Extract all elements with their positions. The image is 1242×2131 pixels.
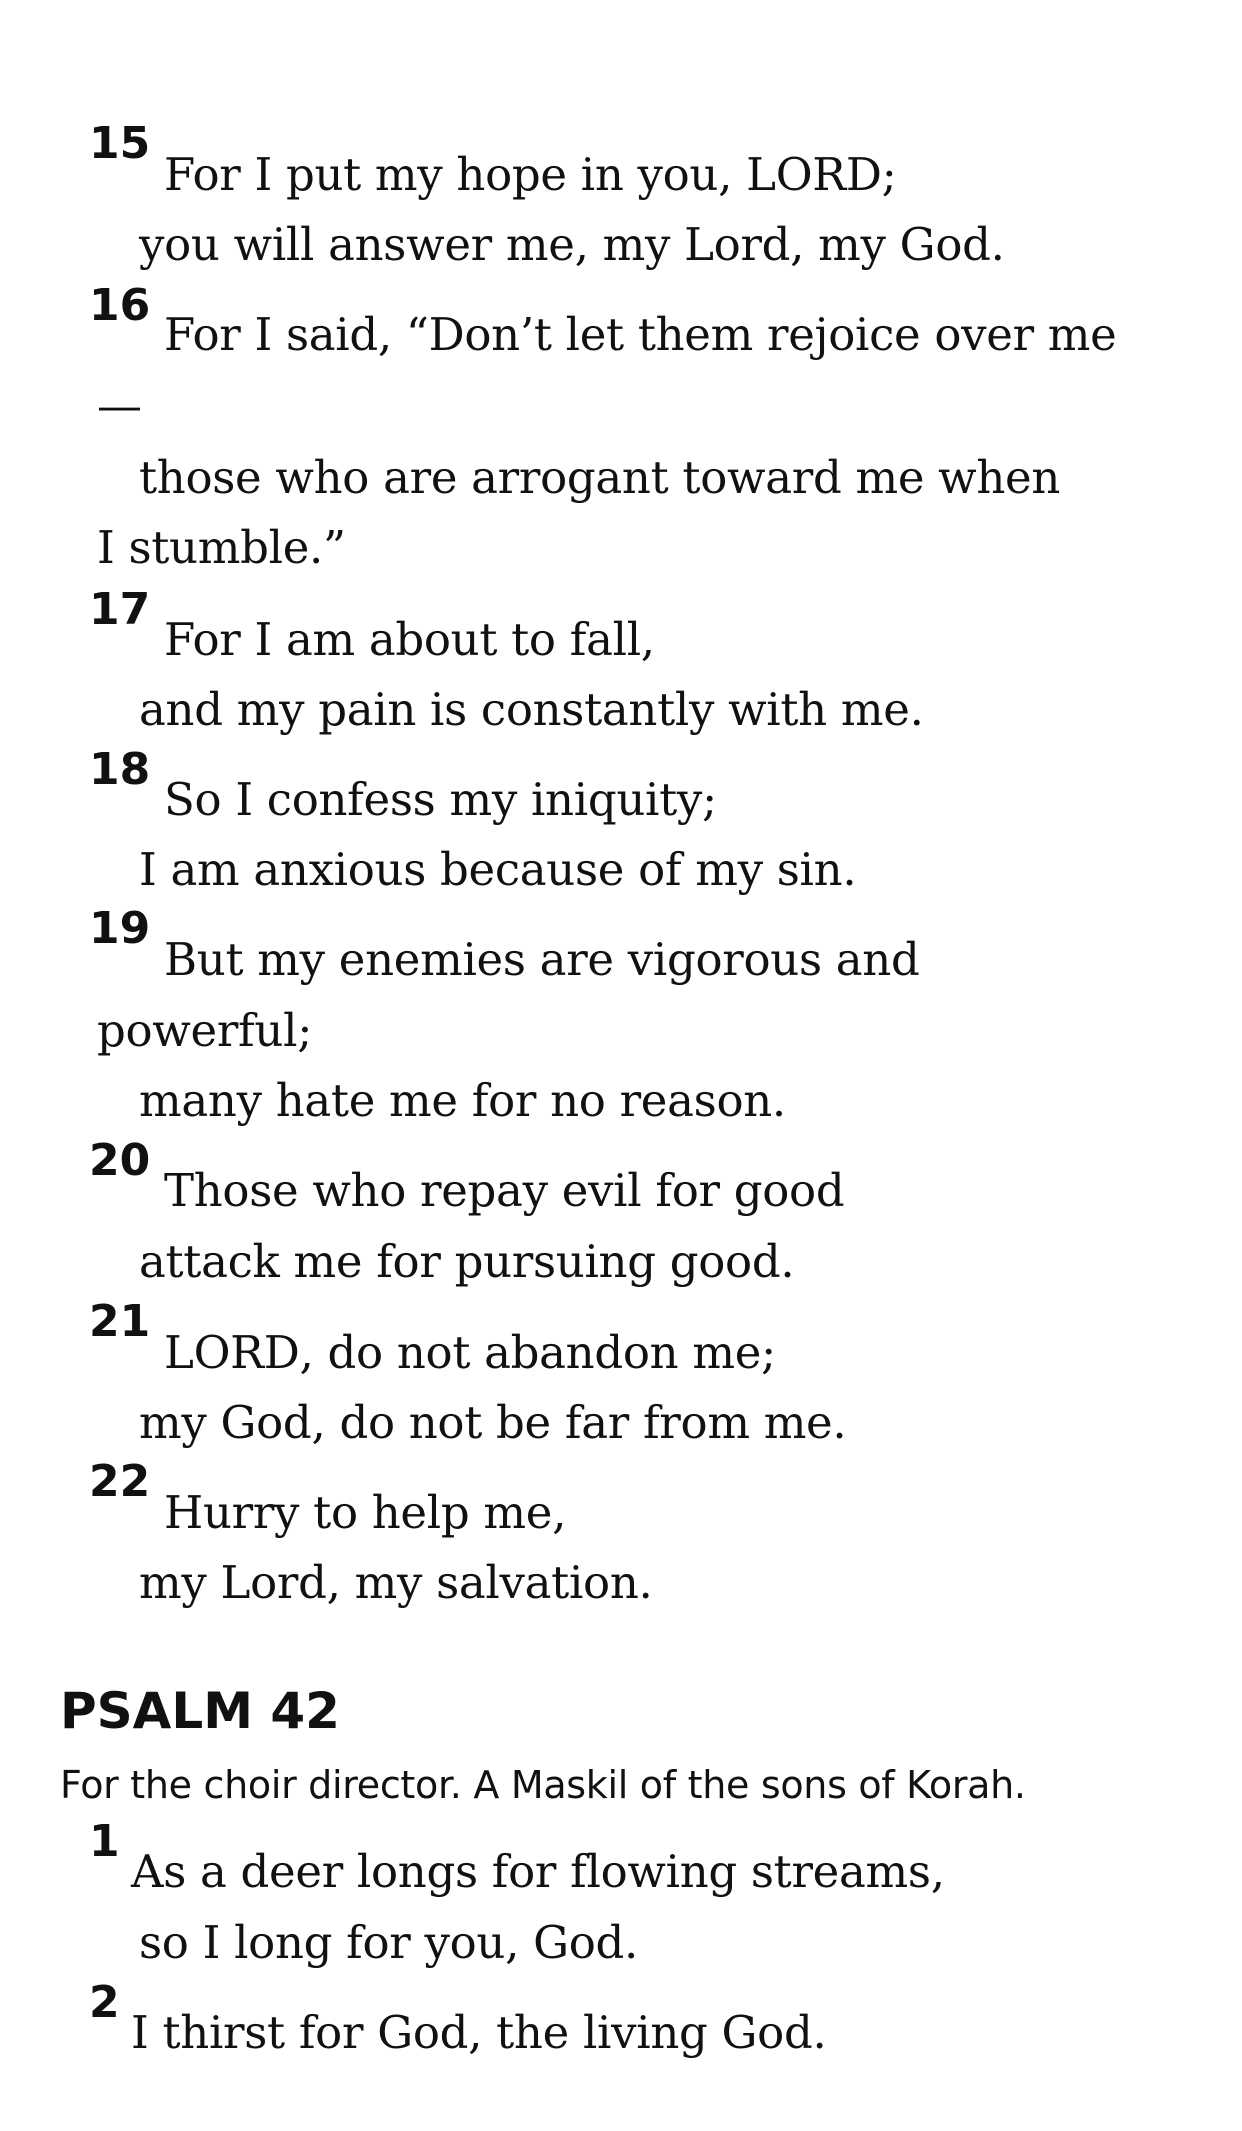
verse-number: 2	[89, 1977, 120, 2028]
verse-line: powerful;	[97, 1004, 313, 1057]
verse-number: 22	[89, 1456, 151, 1507]
verse-number: 18	[89, 744, 151, 795]
verse-line: But my enemies are vigorous and	[164, 933, 920, 986]
verse-line: Those who repay evil for good	[164, 1164, 845, 1217]
verse-number: 17	[89, 584, 151, 635]
verse-line: Hurry to help me,	[164, 1486, 567, 1539]
verse-line: you will answer me, my Lord, my God.	[139, 218, 1005, 271]
verse-line: I thirst for God, the living God.	[131, 2006, 827, 2059]
verse-line: many hate me for no reason.	[139, 1074, 786, 1127]
verse-line: those who are arrogant toward me when	[139, 451, 1061, 504]
psalm-superscription: For the choir director. A Maskil of the sons of Korah.	[60, 1763, 1026, 1807]
verse-number: 16	[89, 280, 151, 331]
psalm-heading: PSALM 42	[60, 1682, 340, 1740]
verse-line: For I am about to fall,	[164, 613, 655, 666]
verse-number: 21	[89, 1296, 151, 1347]
verse-line: For I put my hope in you, LORD;	[164, 148, 897, 201]
verse-line: attack me for pursuing good.	[139, 1235, 795, 1288]
verse-number: 19	[89, 903, 151, 954]
verse-line: so I long for you, God.	[139, 1916, 639, 1969]
verse-line: my Lord, my salvation.	[139, 1556, 653, 1609]
verse-line: As a deer longs for flowing streams,	[131, 1845, 945, 1898]
verse-line: I stumble.”	[97, 521, 346, 574]
verse-line: LORD, do not abandon me;	[164, 1326, 776, 1379]
verse-line: my God, do not be far from me.	[139, 1396, 847, 1449]
verse-number: 20	[89, 1135, 151, 1186]
verse-line: —	[97, 379, 142, 432]
verse-number: 1	[89, 1816, 120, 1867]
verse-number: 15	[89, 118, 151, 169]
verse-line: For I said, “Don’t let them rejoice over me	[164, 308, 1117, 361]
verse-line: and my pain is constantly with me.	[139, 683, 924, 736]
verse-line: I am anxious because of my sin.	[139, 843, 857, 896]
verse-line: So I confess my iniquity;	[164, 773, 717, 826]
